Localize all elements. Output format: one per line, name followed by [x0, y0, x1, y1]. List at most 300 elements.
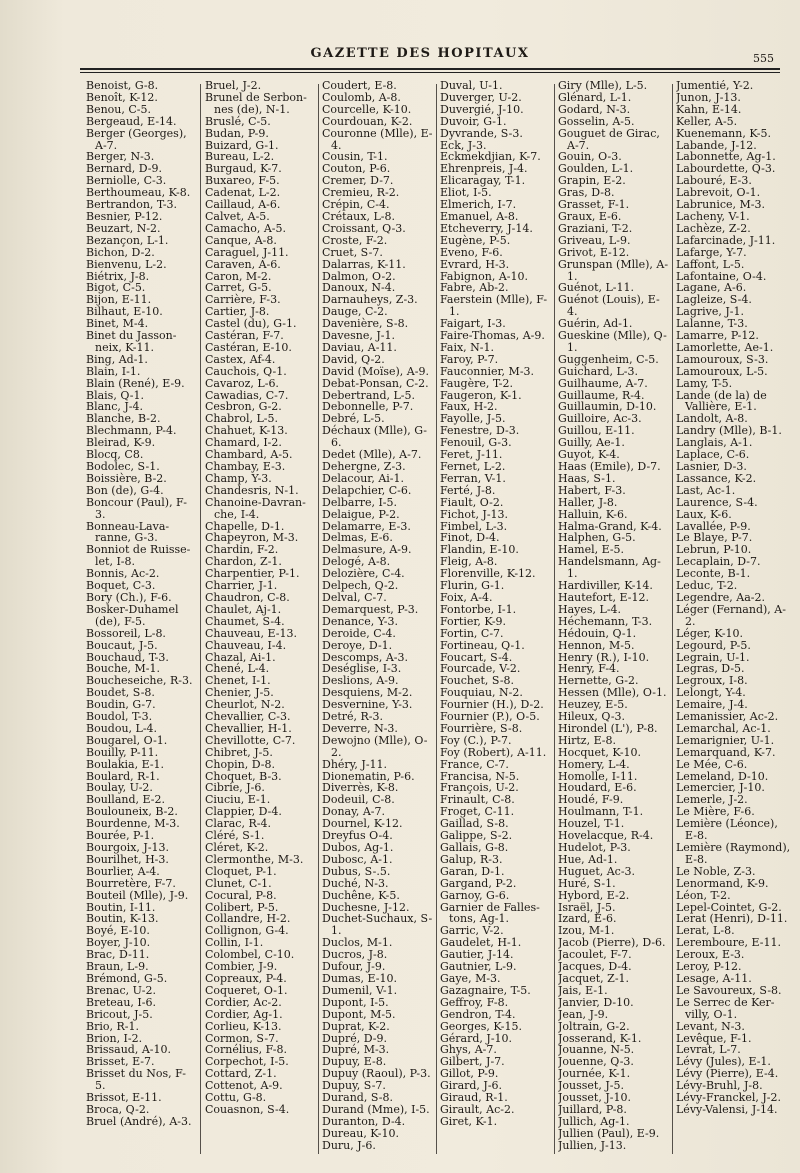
index-entry: Bricout, J-5. [86, 1007, 153, 1021]
index-entry: Heuzey, E-5. [558, 698, 628, 712]
index-entry: Fiault, O-2. [440, 495, 504, 509]
index-entry: Gérard, J-10. [440, 1031, 513, 1045]
index-entry: Brunel de Serbon-nes (de), N-1. [205, 90, 307, 116]
index-entry: Déchaux (Mlle), G-6. [322, 424, 428, 450]
index-entry: Castel (du), G-1. [205, 317, 297, 331]
index-entry: Delbarre, I-5. [322, 495, 398, 509]
index-entry: Dubos, Ag-1. [322, 841, 394, 854]
index-entry: Duché, N-3. [322, 876, 389, 890]
page-header [60, 40, 780, 70]
index-entry: Caraguel, J-11. [205, 245, 289, 259]
index-entry: Buxareo, F-5. [205, 174, 280, 188]
index-entry: Labrevoit, O-1. [676, 186, 761, 200]
index-entry: Chevallier, H-1. [205, 721, 292, 735]
index-entry: Foucart, S-4. [440, 650, 513, 664]
index-entry: Biétrix, J-8. [86, 269, 150, 283]
index-entry: Lemanissier, Ac-2. [676, 710, 779, 724]
index-entry: Dyvrande, S-3. [440, 126, 523, 140]
index-entry: Laplace, C-6. [676, 448, 750, 462]
index-entry: Jumentié, Y-2. [676, 80, 754, 92]
index-entry: François, U-2. [440, 781, 519, 795]
index-entry: Bourlier, A-4. [86, 864, 160, 878]
index-entry: Faire-Thomas, A-9. [440, 329, 545, 343]
index-entry: Delozière, C-4. [322, 567, 405, 581]
index-entry: Lenormand, K-9. [676, 876, 769, 890]
index-entry: Chambard, A-5. [205, 448, 293, 462]
index-entry: Halluin, K-6. [558, 507, 628, 521]
index-entry: Fernet, L-2. [440, 460, 506, 473]
index-entry: Cibrie, J-6. [205, 781, 265, 795]
index-entry: Homolle, I-11. [558, 769, 638, 783]
index-entry: Castex, Af-4. [205, 352, 276, 366]
index-entry: Lamorlette, Ae-1. [676, 340, 774, 354]
index-entry: Lacheny, V-1. [676, 209, 750, 223]
index-entry: Gargand, P-2. [440, 876, 517, 890]
index-entry: Calvet, A-5. [205, 209, 270, 223]
index-entry: Bonneau-Lava-ranne, G-3. [86, 519, 170, 545]
index-entry: Delamarre, E-3. [322, 519, 411, 533]
index-entry: Fauconnier, M-3. [440, 364, 535, 378]
index-entry: Chaulet, Aj-1. [205, 602, 282, 616]
index-entry: Boyer, J-10. [86, 936, 151, 950]
index-entry: Gaillad, S-8. [440, 817, 509, 831]
header-rule-thick [80, 68, 780, 70]
index-entry: Dauge, C-2. [322, 305, 388, 319]
index-entry: Hessen (Mlle), O-1. [558, 686, 667, 700]
index-entry: Bourdenne, M-3. [86, 817, 180, 831]
index-entry: Boudol, T-3. [86, 710, 153, 724]
index-entry: Godard, N-3. [558, 102, 631, 116]
index-entry: Lemarchal, Ac-1. [676, 721, 771, 735]
index-entry: Deverre, N-3. [322, 721, 398, 735]
index-entry: Guichard, L-3. [558, 364, 639, 378]
index-entry: Desquiens, M-2. [322, 686, 413, 700]
index-entry: Boucheseiche, R-3. [86, 674, 193, 688]
index-entry: Charpentier, P-1. [205, 567, 300, 581]
index-entry: Haas (Emile), D-7. [558, 460, 661, 473]
index-entry: Henry, F-4. [558, 662, 620, 676]
index-entry: Bossoreil, L-8. [86, 626, 166, 640]
index-entry: Flurin, G-1. [440, 579, 505, 593]
index-entry: Lagane, A-6. [676, 281, 747, 295]
index-entry: Lepel-Cointet, G-2. [676, 900, 782, 914]
index-entry: Ferté, J-8. [440, 483, 496, 497]
index-entry: Cruet, S-7. [322, 245, 383, 259]
index-entry: Blain, I-1. [86, 364, 141, 378]
index-entry: Bruel (André), A-3. [86, 1114, 192, 1128]
index-entry: Dureau, K-10. [322, 1126, 399, 1140]
index-entry: Eveno, F-6. [440, 245, 503, 259]
index-entry: Boyé, E-10. [86, 924, 150, 938]
index-entry: Bezançon, L-1. [86, 233, 169, 247]
index-entry: Cawadias, C-7. [205, 388, 289, 402]
index-entry: Bourilhet, H-3. [86, 852, 169, 866]
index-entry: Garan, D-1. [440, 864, 505, 878]
index-entry: Legourd, P-5. [676, 638, 751, 652]
index-entry: Finot, D-4. [440, 531, 500, 545]
index-entry: Legras, D-5. [676, 662, 745, 676]
index-entry: Durand (Mme), I-5. [322, 1102, 430, 1116]
index-entry: Chapeyron, M-3. [205, 531, 299, 545]
index-entry: Brémond, G-5. [86, 971, 168, 985]
index-entry: Faux, H-2. [440, 400, 498, 414]
index-entry: Dalmon, O-2. [322, 269, 396, 283]
index-entry: Delaigue, P-2. [322, 507, 400, 521]
index-entry: Geffroy, F-8. [440, 995, 509, 1009]
index-entry: Boutin, K-13. [86, 912, 159, 926]
index-entry: Hue, Ad-1. [558, 852, 618, 866]
index-entry: Gosselin, A-5. [558, 114, 635, 128]
index-entry: Lamy, T-5. [676, 376, 733, 390]
index-entry: Fayolle, J-5. [440, 412, 506, 426]
index-entry: Duchêne, K-5. [322, 888, 400, 902]
index-entry: Brenac, U-2. [86, 983, 156, 997]
index-entry: Lemercier, J-10. [676, 781, 765, 795]
index-entry: Ghys, A-7. [440, 1043, 497, 1057]
index-entry: Fournier (P.), O-5. [440, 710, 540, 724]
index-entry: Berger (Georges), A-7. [86, 126, 187, 152]
index-entry: Duval, U-1. [440, 80, 503, 92]
index-entry: Houdard, E-6. [558, 781, 637, 795]
index-entry: Elicaragay, T-1. [440, 174, 526, 188]
index-entry: Bouchaud, T-3. [86, 650, 169, 664]
index-entry: Coulomb, A-8. [322, 90, 401, 104]
index-entry: Chabrol, L-5. [205, 412, 279, 426]
index-entry: Lévy (Pierre), E-4. [676, 1067, 779, 1081]
index-entry: Hudelot, P-3. [558, 841, 631, 854]
index-entry: Chambay, E-3. [205, 460, 286, 473]
page-title: GAZETTE DES HOPITAUX [310, 46, 530, 61]
index-entry: Brac, D-11. [86, 948, 150, 962]
index-entry: Coqueret, O-1. [205, 983, 288, 997]
index-entry: Dufour, J-9. [322, 960, 386, 974]
index-entry: Dodeuil, C-8. [322, 793, 395, 807]
index-entry: Labouré, E-3. [676, 174, 752, 188]
index-entry: Blanche, B-2. [86, 412, 161, 426]
index-entry: Hirondel (L'), P-8. [558, 721, 658, 735]
index-entry: Breteau, I-6. [86, 995, 156, 1009]
index-entry: Boulland, E-2. [86, 793, 165, 807]
index-entry: Cesbron, G-2. [205, 400, 282, 414]
index-entry: Galippe, S-2. [440, 829, 513, 843]
index-entry: Hirtz, E-8. [558, 733, 617, 747]
index-entry: Levrat, L-7. [676, 1043, 741, 1057]
index-entry: Delmas, E-6. [322, 531, 393, 545]
index-entry: Bonniot de Ruisse-let, I-8. [86, 543, 191, 569]
index-entry: Gueskine (Mlle), Q-1. [558, 329, 667, 354]
index-entry: Josserand, K-1. [558, 1031, 642, 1045]
index-entry: Descomps, A-3. [322, 650, 409, 664]
index-entry: Lamouroux, L-5. [676, 364, 768, 378]
index-entry: Collin, I-1. [205, 936, 264, 950]
index-entry: Cottu, G-8. [205, 1091, 267, 1105]
index-entry: Croissant, Q-3. [322, 221, 406, 235]
index-entry: Lafarcinade, J-11. [676, 233, 776, 247]
index-entry: Cadenat, L-2. [205, 186, 281, 200]
index-entry: Chopin, D-8. [205, 757, 275, 771]
index-entry: Gouguet de Girac, A-7. [558, 126, 660, 152]
index-entry: Debat-Ponsan, C-2. [322, 376, 429, 390]
index-entry: Chenet, I-1. [205, 674, 271, 688]
index-entry: Leduc, T-2. [676, 579, 738, 593]
index-entry: Benoist, G-8. [86, 80, 159, 92]
index-entry: Cheurlot, N-2. [205, 698, 285, 712]
index-entry: Cartier, J-8. [205, 305, 270, 319]
index-entry: Boulay, U-2. [86, 781, 153, 795]
index-entry: Bergeaud, E-14. [86, 114, 177, 128]
index-entry: Janvier, D-10. [558, 995, 634, 1009]
index-entry: Lachèze, Z-2. [676, 221, 751, 235]
index-entry: Dewojno (Mlle), O-2. [322, 733, 428, 759]
index-entry: Lafarge, Y-7. [676, 245, 747, 259]
index-entry: Foix, A-4. [440, 590, 493, 604]
index-entry: Jullien (Paul), E-9. [558, 1126, 660, 1140]
index-entry: Labonnette, Ag-1. [676, 150, 776, 164]
index-entry: Bon (de), G-4. [86, 483, 164, 497]
index-entry: Galup, R-3. [440, 852, 503, 866]
index-entry: Lande (de la) de Vallière, E-1. [676, 388, 767, 414]
index-entry: Castéran, E-10. [205, 340, 292, 354]
index-entry: Joltrain, G-2. [558, 1019, 630, 1033]
column-divider [436, 84, 437, 1154]
index-entry: Fichot, J-13. [440, 507, 509, 521]
index-entry: Fabre, Ab-2. [440, 281, 509, 295]
index-entry: Beuzart, N-2. [86, 221, 161, 235]
index-entry: Dupont, I-5. [322, 995, 389, 1009]
index-entry: Faix, N-1. [440, 340, 494, 354]
index-entry: Fournier (H.), D-2. [440, 698, 544, 712]
index-entry: Coudert, E-8. [322, 80, 397, 92]
index-entry: Gautnier, L-9. [440, 960, 517, 974]
index-entry: Ehrenpreis, J-4. [440, 162, 528, 176]
index-entry: Ferran, V-1. [440, 471, 506, 485]
index-entry: Chazal, Ai-1. [205, 650, 276, 664]
index-entry: Boquet, C-3. [86, 579, 156, 593]
index-entry: Houdé, F-9. [558, 793, 624, 807]
index-entry: Debonnelle, P-7. [322, 400, 414, 414]
index-entry: Leconte, B-1. [676, 567, 751, 581]
page-number: 555 [753, 52, 774, 65]
index-entry: Eugène, P-5. [440, 233, 511, 247]
index-entry: Hautefort, E-12. [558, 590, 649, 604]
index-entry: Corpechot, I-5. [205, 1055, 289, 1069]
index-entry: Léon, T-2. [676, 888, 731, 902]
index-entry: Bienvenu, L-2. [86, 257, 167, 271]
index-entry: Bernard, D-9. [86, 162, 163, 176]
index-entry: Jouanne, N-5. [558, 1043, 635, 1057]
index-entry: Dupuy (Raoul), P-3. [322, 1067, 431, 1081]
index-entry: Leremboure, E-11. [676, 936, 781, 950]
index-entry: Grasset, F-1. [558, 198, 630, 212]
index-entry: Leroy, P-12. [676, 960, 742, 974]
index-entry: Giraud, R-1. [440, 1091, 508, 1105]
index-entry: Laurence, S-4. [676, 495, 758, 509]
index-entry: Giry (Mlle), L-5. [558, 80, 648, 92]
index-entry: Durand, S-8. [322, 1091, 393, 1105]
index-entry: Cremer, D-7. [322, 174, 394, 188]
index-entry: Israël, J-5. [558, 900, 616, 914]
index-entry: Chenier, J-5. [205, 686, 274, 700]
index-entry: Faugeron, K-1. [440, 388, 522, 402]
index-entry: Levant, N-3. [676, 1019, 745, 1033]
index-entry: Dubus, S-.5. [322, 864, 391, 878]
index-entry: Habert, F-3. [558, 483, 626, 497]
header-rule-thin [80, 72, 780, 73]
index-entry: Brissaud, A-10. [86, 1043, 171, 1057]
index-entry: Cléret, K-2. [205, 841, 269, 854]
index-entry: Blanc, J-4. [86, 400, 144, 414]
index-entry: Lassance, K-2. [676, 471, 757, 485]
index-entry: Fenestre, D-3. [440, 424, 520, 438]
index-entry: Couasnon, S-4. [205, 1102, 290, 1116]
index-entry: Chauveau, I-4. [205, 638, 287, 652]
index-entry: Cauchois, Q-1. [205, 364, 287, 378]
index-entry: Cormon, S-7. [205, 1031, 279, 1045]
index-entry: Boutin, I-11. [86, 900, 156, 914]
index-entry: Courcelle, K-10. [322, 102, 412, 116]
index-entry: Desvernine, Y-3. [322, 698, 413, 712]
index-entry: Bourgoix, J-13. [86, 841, 170, 854]
index-entry: Landolt, A-8. [676, 412, 748, 426]
index-entry: Legendre, Aa-2. [676, 590, 765, 604]
index-entry: Delval, C-7. [322, 590, 387, 604]
index-entry: Hardiviller, K-14. [558, 579, 653, 593]
index-entry: Halma-Grand, K-4. [558, 519, 662, 533]
index-entry: Fabignon, A-10. [440, 269, 528, 283]
index-entry: Guénot, L-11. [558, 281, 635, 295]
index-entry: Lévy-Bruhl, J-8. [676, 1079, 763, 1093]
index-entry: Lalanne, T-3. [676, 317, 748, 331]
index-entry: Dupré, M-3. [322, 1043, 390, 1057]
index-entry: Besnier, P-12. [86, 209, 163, 223]
index-entry: Hayes, L-4. [558, 602, 622, 616]
index-entry: Diverrès, K-8. [322, 781, 399, 795]
index-entry: Budan, P-9. [205, 126, 269, 140]
index-entry: Faerstein (Mlle), F-1. [440, 293, 548, 319]
index-entry: Camacho, A-5. [205, 221, 286, 235]
column-divider [672, 84, 673, 1154]
index-entry: Lasnier, D-3. [676, 460, 747, 473]
index-column-5 [558, 80, 670, 1165]
index-entry: Lemière (Raymond), E-8. [676, 841, 791, 866]
index-entry: Fortier, K-9. [440, 614, 507, 628]
index-entry: Deséglise, I-3. [322, 662, 402, 676]
index-entry: Cavaroz, L-6. [205, 376, 279, 390]
index-entry: Bing, Ad-1. [86, 352, 148, 366]
index-entry: Duverger, U-2. [440, 90, 522, 104]
index-entry: Garric, V-2. [440, 924, 504, 938]
index-entry: Chauveau, E-13. [205, 626, 297, 640]
index-entry: Chardin, F-2. [205, 543, 279, 557]
index-entry: Fouquiau, N-2. [440, 686, 523, 700]
index-entry: Legrain, U-1. [676, 650, 750, 664]
index-entry: Guénot (Louis), E-4. [558, 293, 660, 319]
index-entry: Boudin, G-7. [86, 698, 156, 712]
index-entry: Eckmekdjian, K-7. [440, 150, 541, 164]
index-entry: Homery, L-4. [558, 757, 630, 771]
index-entry: Lagrive, J-1. [676, 305, 745, 319]
index-entry: Duclos, M-1. [322, 936, 393, 950]
index-entry: Detré, R-3. [322, 710, 384, 724]
index-entry: Fortineau, Q-1. [440, 638, 525, 652]
index-entry: Hybord, E-2. [558, 888, 630, 902]
index-entry: Delpech, Q-2. [322, 579, 399, 593]
index-entry: Lemarquand, K-7. [676, 745, 776, 759]
index-entry: Georges, K-15. [440, 1019, 522, 1033]
index-entry: Dreyfus O-4. [322, 829, 393, 843]
index-entry: Eliot, I-5. [440, 186, 492, 200]
index-entry: Denance, Y-3. [322, 614, 398, 628]
index-entry: Dupuy, E-8. [322, 1055, 387, 1069]
index-entry: Duvoir, G-1. [440, 114, 507, 128]
index-entry: Lemarignier, U-1. [676, 733, 775, 747]
index-entry: Debré, L-5. [322, 412, 385, 426]
index-entry: Dionematin, P-6. [322, 769, 415, 783]
index-entry: Daviau, A-11. [322, 340, 397, 354]
index-entry: Dalarras, K-11. [322, 257, 406, 271]
index-entry: Couton, P-6. [322, 162, 391, 176]
index-entry: Dubosc, A-1. [322, 852, 393, 866]
index-entry: Chandesris, N-1. [205, 483, 299, 497]
index-entry: Boissière, B-2. [86, 471, 167, 485]
index-column-1 [86, 80, 196, 1165]
index-entry: Gaye, M-3. [440, 971, 501, 985]
index-entry: David (Moïse), A-9. [322, 364, 429, 378]
index-entry: Florenville, K-12. [440, 567, 536, 581]
index-entry: Laux, K-6. [676, 507, 732, 521]
index-entry: Gazagnaire, T-5. [440, 983, 531, 997]
index-entry: Lemerle, J-2. [676, 793, 748, 807]
index-entry: Choquet, B-3. [205, 769, 282, 783]
index-entry: Buizard, G-1. [205, 138, 279, 152]
index-entry: Le Blaye, P-7. [676, 531, 753, 545]
index-entry: Berniolle, C-3. [86, 174, 167, 188]
index-entry: David, Q-2. [322, 352, 385, 366]
index-entry: Labrunice, M-3. [676, 198, 765, 212]
index-entry: Lamarre, P-12. [676, 329, 759, 343]
index-entry: Jean, J-9. [558, 1007, 609, 1021]
index-entry: Emanuel, A-8. [440, 209, 519, 223]
index-entry: Hocquet, K-10. [558, 745, 642, 759]
index-entry: Glénard, L-1. [558, 90, 632, 104]
index-entry: Clermonthe, M-3. [205, 852, 304, 866]
index-entry: Boulouneix, B-2. [86, 805, 178, 819]
index-entry: Jouenne, Q-3. [558, 1055, 634, 1069]
index-entry: Dumenil, V-1. [322, 983, 398, 997]
index-entry: Bodolec, S-1. [86, 460, 160, 473]
index-entry: Duranton, D-4. [322, 1114, 406, 1128]
index-entry: Girault, Ac-2. [440, 1102, 515, 1116]
index-entry: Lagleize, S-4. [676, 293, 752, 307]
index-entry: Fortin, C-7. [440, 626, 504, 640]
index-entry: Delmasure, A-9. [322, 543, 412, 557]
index-entry: Kuenemann, K-5. [676, 126, 771, 140]
index-entry: Caillaud, A-6. [205, 198, 281, 212]
index-entry: Chardon, Z-1. [205, 555, 282, 569]
index-column-2 [205, 80, 317, 1165]
index-entry: Deroide, C-4. [322, 626, 396, 640]
index-entry: Chibret, J-5. [205, 745, 273, 759]
index-entry: Gallais, G-8. [440, 841, 509, 854]
index-entry: Jais, E-1. [558, 983, 608, 997]
index-entry: Colombel, C-10. [205, 948, 295, 962]
index-entry: Copreaux, P-4. [205, 971, 287, 985]
index-entry: Fimbel, L-3. [440, 519, 508, 533]
index-entry: Chahuet, K-13. [205, 424, 288, 438]
index-entry: Francisa, N-5. [440, 769, 520, 783]
index-entry: Duchet-Suchaux, S-1. [322, 912, 433, 938]
index-entry: Cordier, Ag-1. [205, 1007, 283, 1021]
